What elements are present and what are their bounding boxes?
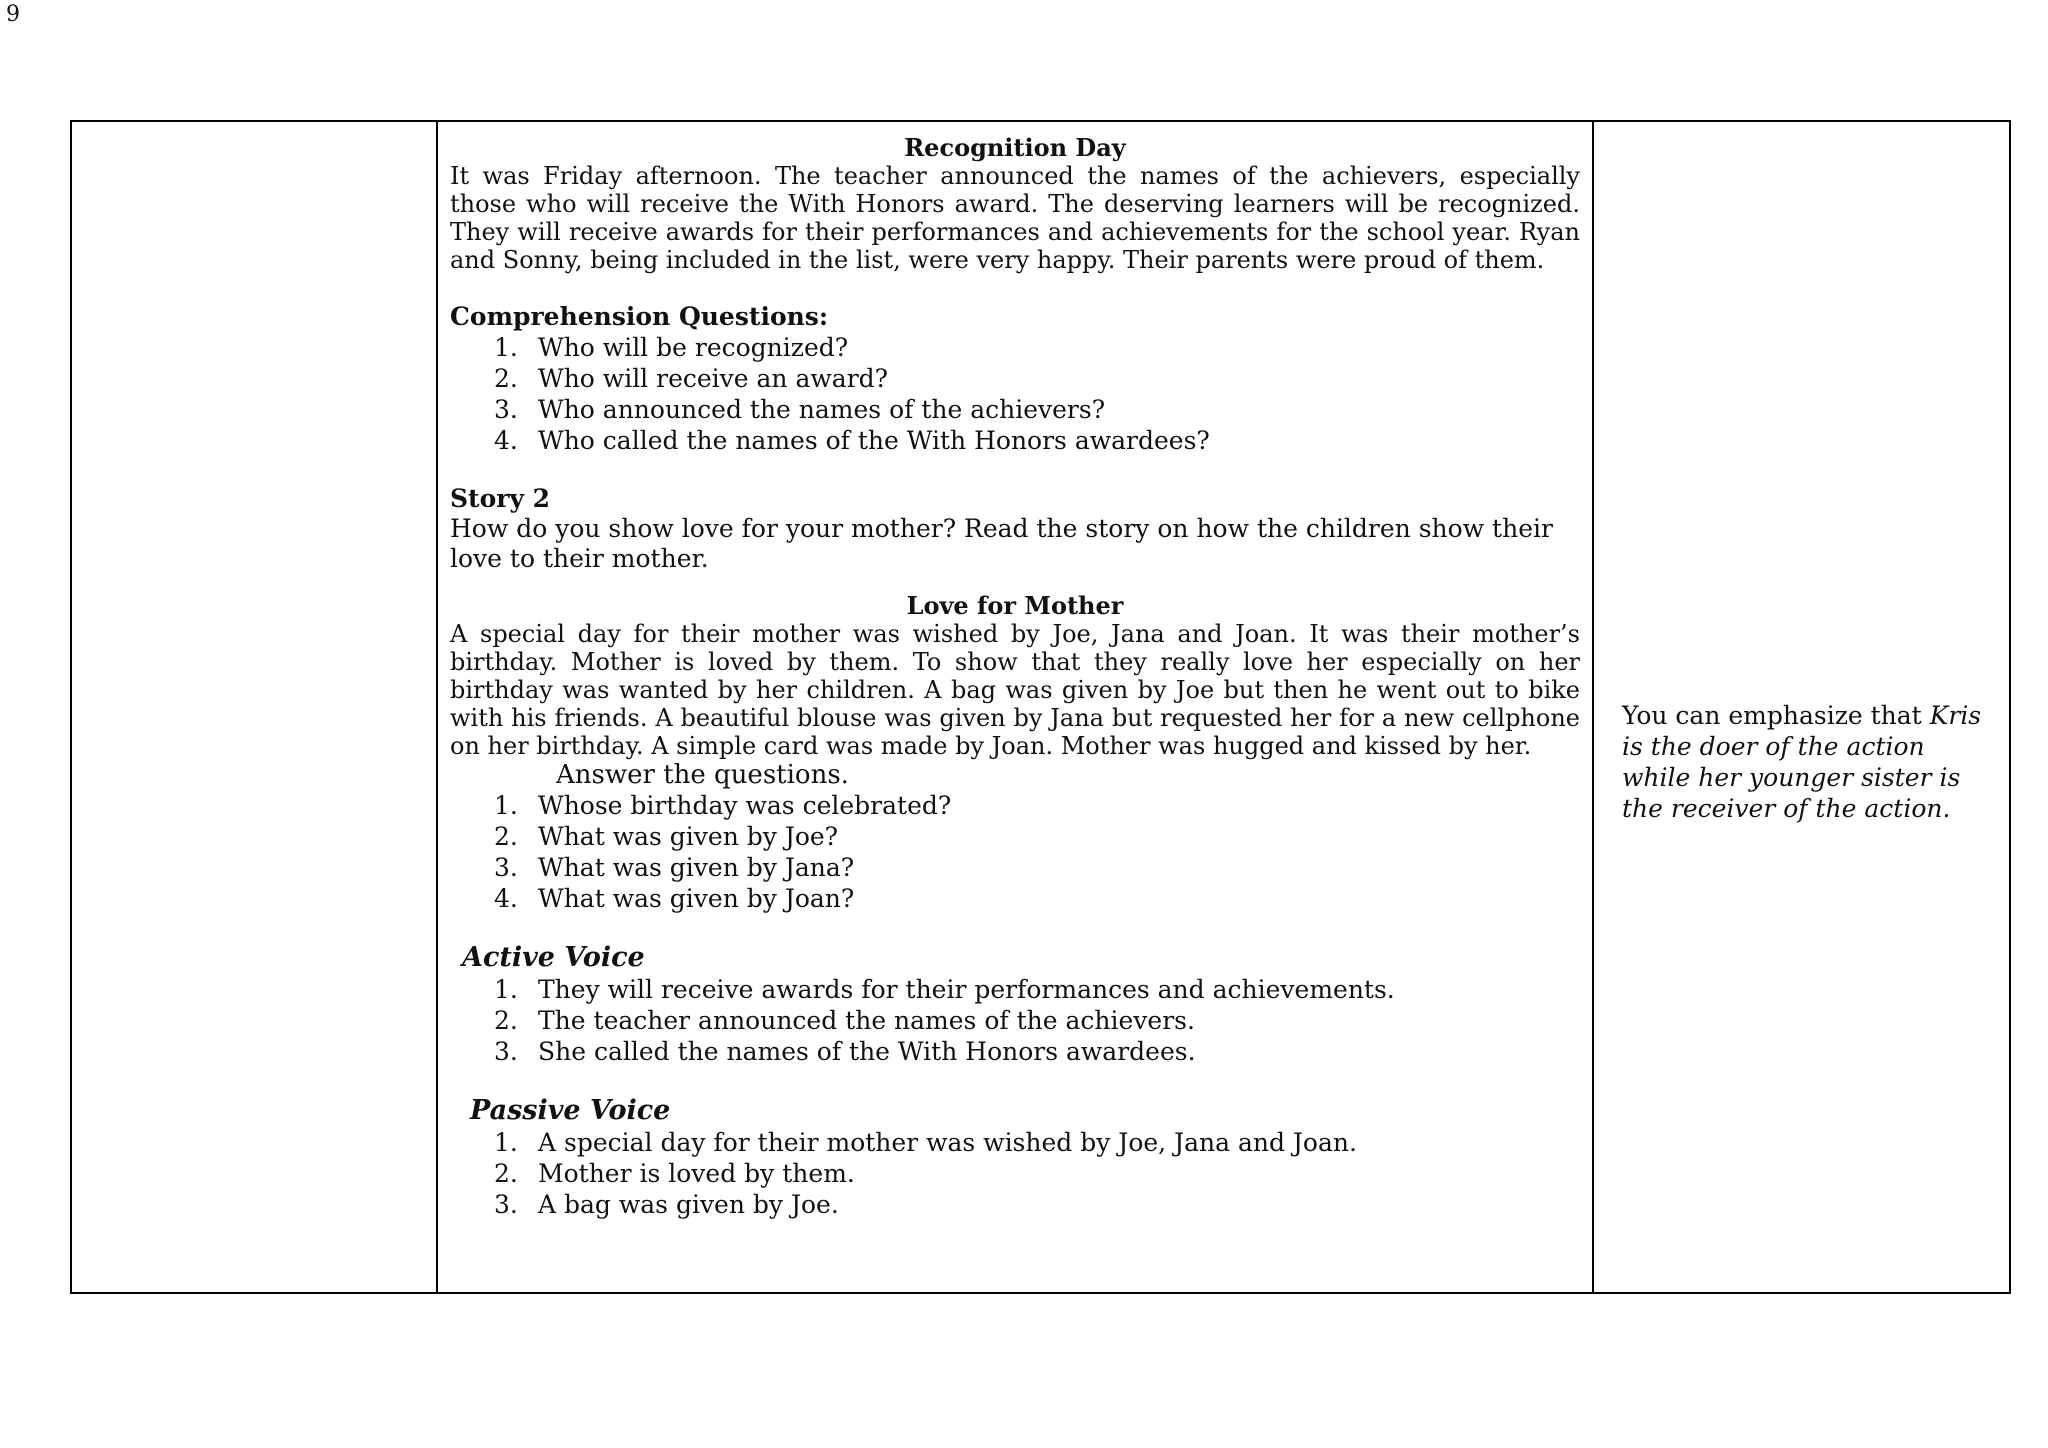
list-number: 3. bbox=[494, 1190, 518, 1219]
list-text: She called the names of the With Honors awardees. bbox=[538, 1037, 1196, 1066]
list-item bbox=[450, 1189, 1580, 1220]
list-item bbox=[450, 394, 1580, 425]
notes-column-cell bbox=[1593, 121, 2010, 1293]
list-text: Whose birthday was celebrated? bbox=[538, 791, 952, 820]
list-number: 1. bbox=[494, 975, 518, 1004]
list-number: 3. bbox=[494, 1037, 518, 1066]
lesson-plan-table bbox=[70, 120, 2011, 1294]
list-number: 3. bbox=[494, 395, 518, 424]
list-item bbox=[450, 883, 1580, 914]
active-voice-heading: Active Voice bbox=[462, 942, 645, 973]
list-number: 4. bbox=[494, 884, 518, 913]
note-plain-text: You can emphasize that bbox=[1622, 701, 1922, 730]
left-column-cell bbox=[71, 121, 437, 1293]
story1-paragraph: It was Friday afternoon. The teacher announced the names of the achievers, especially those who will receive the With Honors award. The deserving learners will be recognized. They will receive awards for their performances and achievements for the school year. Ryan and Sonny, being included in the list, were very happy. Their parents were proud of them. bbox=[450, 162, 1580, 274]
list-number: 1. bbox=[494, 1128, 518, 1157]
passive-voice-heading: Passive Voice bbox=[470, 1095, 671, 1126]
list-text: Mother is loved by them. bbox=[538, 1159, 855, 1188]
list-number: 2. bbox=[494, 364, 518, 393]
list-item bbox=[450, 1005, 1580, 1036]
story2-questions-list bbox=[450, 790, 1580, 914]
passive-voice-list bbox=[450, 1127, 1580, 1220]
list-text: Who announced the names of the achievers? bbox=[538, 395, 1106, 424]
teacher-note bbox=[1594, 122, 2009, 824]
content-column bbox=[438, 122, 1592, 1220]
list-text: Who will be recognized? bbox=[538, 333, 849, 362]
table-row bbox=[71, 121, 2010, 1293]
list-number: 1. bbox=[494, 791, 518, 820]
list-text: What was given by Jana? bbox=[538, 853, 855, 882]
list-item bbox=[450, 363, 1580, 394]
story2-title: Love for Mother bbox=[906, 591, 1124, 620]
story1-title: Recognition Day bbox=[904, 133, 1126, 162]
list-text: What was given by Joe? bbox=[538, 822, 839, 851]
list-number: 4. bbox=[494, 426, 518, 455]
list-item bbox=[450, 425, 1580, 456]
active-voice-list bbox=[450, 974, 1580, 1067]
page-number: 9 bbox=[6, 2, 20, 27]
story2-intro: How do you show love for your mother? Read the story on how the children show their love to their mother. bbox=[450, 514, 1553, 573]
list-text: What was given by Joan? bbox=[538, 884, 855, 913]
list-item bbox=[450, 790, 1580, 821]
list-number: 2. bbox=[494, 822, 518, 851]
story2-heading: Story 2 bbox=[450, 484, 551, 513]
list-number: 2. bbox=[494, 1006, 518, 1035]
list-item bbox=[450, 974, 1580, 1005]
list-number: 3. bbox=[494, 853, 518, 882]
list-text: A bag was given by Joe. bbox=[538, 1190, 839, 1219]
list-item bbox=[450, 852, 1580, 883]
list-number: 2. bbox=[494, 1159, 518, 1188]
list-item bbox=[450, 1158, 1580, 1189]
list-text: Who will receive an award? bbox=[538, 364, 889, 393]
answer-instruction: Answer the questions. bbox=[556, 760, 849, 790]
story2-paragraph: A special day for their mother was wished by Joe, Jana and Joan. It was their mother’s birthday. Mother is loved by them. To show that they really love her especially on her birthday was wanted by her children. A bag was given by Joe but then he went out to bike with his friends. A beautiful blouse was given by Jana but requested her for a new cellphone on her birthday. A simple card was made by Joan. Mother was hugged and kissed by her. bbox=[450, 620, 1580, 760]
note-italic-text: Kris is the doer of the action while her younger sister is the receiver of the action. bbox=[1622, 701, 1982, 823]
list-item bbox=[450, 332, 1580, 363]
content-column-cell bbox=[437, 121, 1593, 1293]
list-text: Who called the names of the With Honors awardees? bbox=[538, 426, 1210, 455]
comprehension-questions-heading: Comprehension Questions: bbox=[450, 302, 829, 331]
list-text: They will receive awards for their performances and achievements. bbox=[538, 975, 1395, 1004]
comprehension-questions-list bbox=[450, 332, 1580, 456]
list-item bbox=[450, 821, 1580, 852]
list-text: The teacher announced the names of the achievers. bbox=[538, 1006, 1195, 1035]
list-text: A special day for their mother was wished by Joe, Jana and Joan. bbox=[538, 1128, 1357, 1157]
list-number: 1. bbox=[494, 333, 518, 362]
list-item bbox=[450, 1036, 1580, 1067]
list-item bbox=[450, 1127, 1580, 1158]
